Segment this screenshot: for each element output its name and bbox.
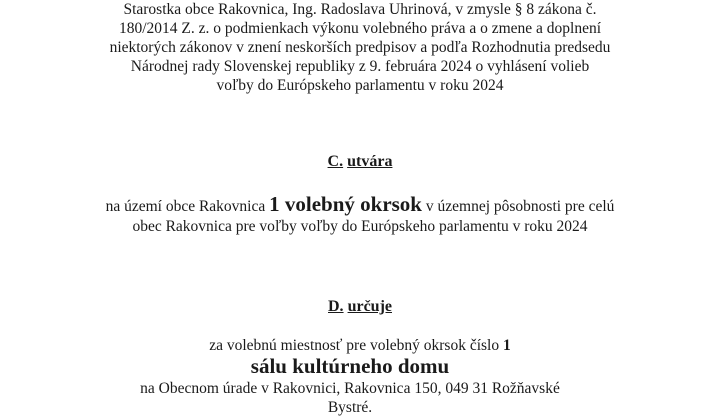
address-line2: Bystré. bbox=[327, 399, 373, 416]
section-d-line1 bbox=[0, 336, 720, 355]
intro-line: Národnej rady Slovenskej republiky z 9. februára 2024 o vyhlásení volieb bbox=[130, 58, 590, 75]
intro-line: voľby do Európskeho parlamentu v roku 2024 bbox=[216, 77, 504, 94]
address-line1: na Obecnom úrade v Rakovnici, Rakovnica 150, 049 31 Rožňavské bbox=[140, 380, 560, 397]
district-count: 1 volebný okrsok bbox=[269, 192, 422, 216]
text: na území obce Rakovnica bbox=[105, 198, 270, 215]
section-c-letter: C. bbox=[327, 153, 344, 170]
section-c-heading bbox=[0, 152, 720, 171]
section-c-line2: obec Rakovnica pre voľby voľby do Európskeho parlamentu v roku 2024 bbox=[132, 218, 588, 235]
district-number: 1 bbox=[503, 337, 511, 354]
polling-place: sálu kultúrneho domu bbox=[250, 354, 450, 378]
section-d-letter: D. bbox=[328, 298, 344, 315]
text: za volebnú miestnosť pre volebný okrsok číslo bbox=[209, 337, 503, 354]
section-c-line1 bbox=[0, 192, 720, 216]
intro-line: Starostka obce Rakovnica, Ing. Radoslava Uhrinová, v zmysle § 8 zákona č. bbox=[123, 1, 597, 18]
section-d-heading bbox=[0, 297, 720, 316]
text: v územnej pôsobnosti pre celú bbox=[422, 198, 615, 215]
section-c-verb: utvára bbox=[347, 153, 393, 170]
intro-line: 180/2014 Z. z. o podmienkach výkonu volebného práva a o zmene a doplnení bbox=[118, 20, 602, 37]
intro-line: niektorých zákonov v znení neskorších predpisov a podľa Rozhodnutia predsedu bbox=[109, 39, 611, 56]
section-d-verb: určuje bbox=[347, 298, 392, 315]
